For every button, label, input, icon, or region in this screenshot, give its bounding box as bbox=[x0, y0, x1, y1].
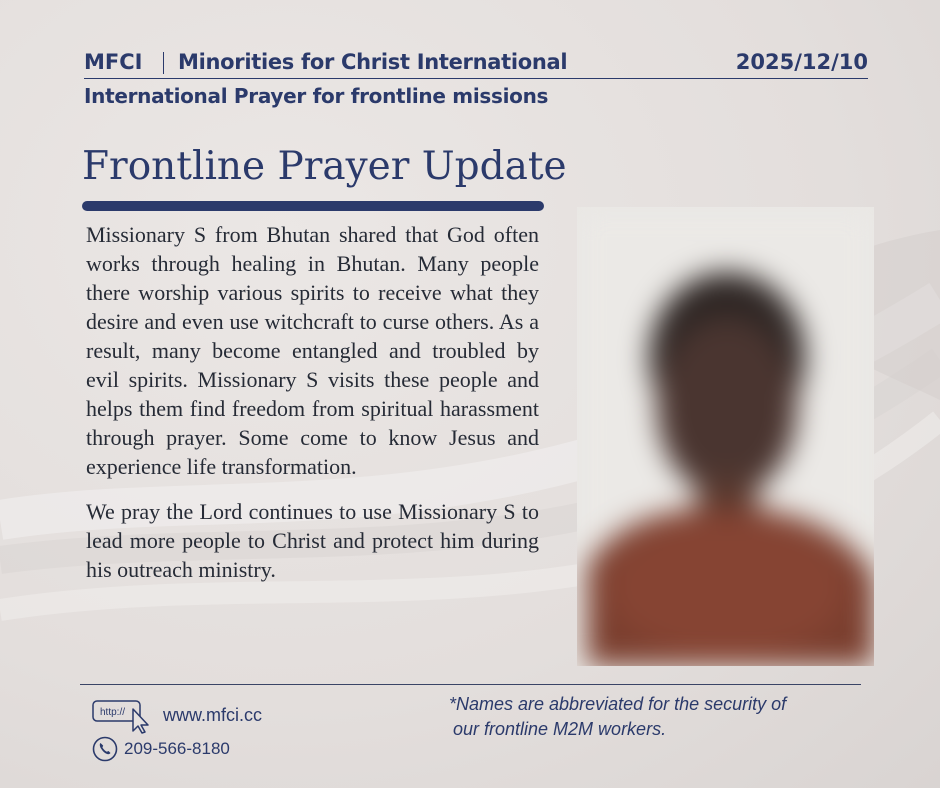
web-icon-text: http:// bbox=[100, 707, 126, 718]
header-separator bbox=[163, 52, 164, 74]
web-cursor-icon bbox=[92, 700, 156, 734]
page-title: Frontline Prayer Update bbox=[82, 144, 567, 189]
org-full-name: Minorities for Christ International bbox=[178, 50, 568, 74]
header-divider bbox=[84, 78, 868, 79]
phone-row[interactable] bbox=[92, 736, 292, 764]
body-paragraph-2: We pray the Lord continues to use Missionary S to lead more people to Christ and protect him during his outreach ministry. bbox=[86, 499, 539, 582]
phone-icon bbox=[92, 736, 118, 762]
footer-divider bbox=[80, 684, 861, 685]
header-row bbox=[84, 50, 868, 78]
body-text bbox=[86, 220, 539, 600]
note-line-2: our frontline M2M workers. bbox=[453, 719, 667, 739]
title-underline bbox=[82, 201, 544, 211]
note-line-1: *Names are abbreviated for the security of bbox=[449, 694, 787, 714]
phone-number[interactable]: 209-566-8180 bbox=[124, 739, 230, 758]
website-row[interactable] bbox=[92, 700, 292, 732]
body-paragraph-1: Missionary S from Bhutan shared that God often works through healing in Bhutan. Many people there worship various spirits to receive what they desire and even use witchcraft to curse others. As a result, many become entangled and troubled by evil spirits. Missionary S visits these people and helps them find freedom from spiritual harassment through prayer. Some come to know Jesus and experience life transformation. bbox=[86, 222, 539, 479]
blurred-portrait-icon bbox=[577, 207, 874, 666]
subtitle: International Prayer for frontline missions bbox=[84, 84, 549, 108]
security-note bbox=[449, 692, 786, 742]
blurred-portrait-photo bbox=[577, 207, 874, 666]
org-short-name: MFCI bbox=[84, 50, 143, 74]
website-link[interactable]: www.mfci.cc bbox=[163, 705, 262, 725]
post-date: 2025/12/10 bbox=[735, 50, 868, 74]
